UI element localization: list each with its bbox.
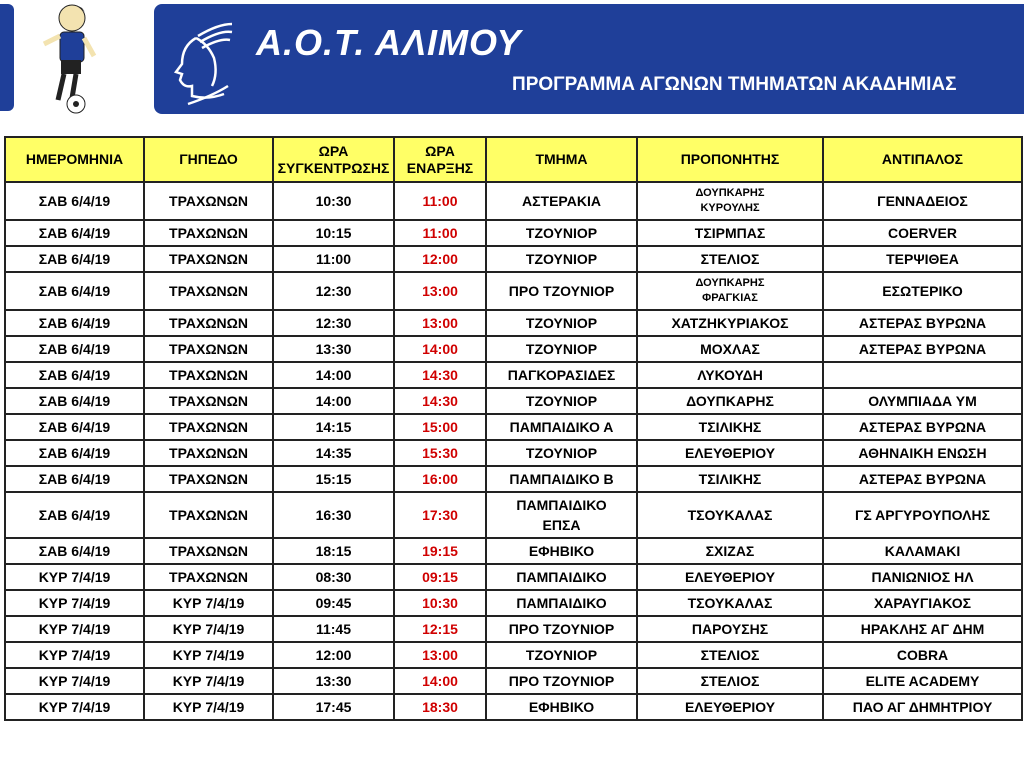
cell-start-time: 15:30 bbox=[394, 440, 486, 466]
cell-date: ΚΥΡ 7/4/19 bbox=[5, 564, 144, 590]
cell-venue: ΚΥΡ 7/4/19 bbox=[144, 694, 273, 720]
table-row bbox=[5, 492, 1022, 538]
table-row bbox=[5, 564, 1022, 590]
table-row bbox=[5, 414, 1022, 440]
cell-coach: ΔΟΥΠΚΑΡΗΣ ΦΡΑΓΚΙΑΣ bbox=[637, 272, 823, 310]
cell-gathering-time: 14:15 bbox=[273, 414, 394, 440]
cell-date: ΣΑΒ 6/4/19 bbox=[5, 440, 144, 466]
table-row bbox=[5, 246, 1022, 272]
cell-start-time: 14:00 bbox=[394, 668, 486, 694]
column-header-venue: ΓΗΠΕΔΟ bbox=[144, 137, 273, 182]
table-row bbox=[5, 616, 1022, 642]
cell-team: ΠΑΜΠΑΙΔΙΚΟ bbox=[486, 590, 637, 616]
cell-venue: ΚΥΡ 7/4/19 bbox=[144, 616, 273, 642]
cell-team: ΤΖΟΥΝΙΟΡ bbox=[486, 310, 637, 336]
cell-date: ΣΑΒ 6/4/19 bbox=[5, 388, 144, 414]
cell-venue: ΤΡΑΧΩΝΩΝ bbox=[144, 272, 273, 310]
cell-gathering-time: 11:00 bbox=[273, 246, 394, 272]
cell-gathering-time: 09:45 bbox=[273, 590, 394, 616]
cell-gathering-time: 17:45 bbox=[273, 694, 394, 720]
cell-gathering-time: 13:30 bbox=[273, 336, 394, 362]
cell-start-time: 12:15 bbox=[394, 616, 486, 642]
cell-opponent: ΚΑΛΑΜΑΚΙ bbox=[823, 538, 1022, 564]
cell-coach: ΣΤΕΛΙΟΣ bbox=[637, 642, 823, 668]
cell-venue: ΤΡΑΧΩΝΩΝ bbox=[144, 414, 273, 440]
cell-venue: ΤΡΑΧΩΝΩΝ bbox=[144, 466, 273, 492]
left-banner-strip bbox=[0, 4, 14, 111]
cell-start-time: 12:00 bbox=[394, 246, 486, 272]
cell-date: ΣΑΒ 6/4/19 bbox=[5, 466, 144, 492]
cell-date: ΚΥΡ 7/4/19 bbox=[5, 694, 144, 720]
club-title: Α.Ο.Τ. ΑΛΙΜΟΥ bbox=[256, 22, 522, 63]
cell-start-time: 14:30 bbox=[394, 388, 486, 414]
cell-start-time: 13:00 bbox=[394, 310, 486, 336]
cell-venue: ΤΡΑΧΩΝΩΝ bbox=[144, 362, 273, 388]
cell-team: ΠΑΜΠΑΙΔΙΚΟ Α bbox=[486, 414, 637, 440]
cell-coach: ΤΣΙΛΙΚΗΣ bbox=[637, 466, 823, 492]
cell-team: ΤΖΟΥΝΙΟΡ bbox=[486, 220, 637, 246]
cell-start-time: 13:00 bbox=[394, 642, 486, 668]
column-header-coach: ΠΡΟΠΟΝΗΤΗΣ bbox=[637, 137, 823, 182]
match-schedule-table bbox=[4, 136, 1023, 721]
cell-team: ΤΖΟΥΝΙΟΡ bbox=[486, 440, 637, 466]
cell-coach: ΤΣΙΛΙΚΗΣ bbox=[637, 414, 823, 440]
cell-gathering-time: 14:35 bbox=[273, 440, 394, 466]
cell-gathering-time: 12:00 bbox=[273, 642, 394, 668]
cell-team: ΠΑΜΠΑΙΔΙΚΟ ΕΠΣΑ bbox=[486, 492, 637, 538]
cell-venue: ΤΡΑΧΩΝΩΝ bbox=[144, 336, 273, 362]
cell-coach: ΤΣΙΡΜΠΑΣ bbox=[637, 220, 823, 246]
cell-opponent: ΧΑΡΑΥΓΙΑΚΟΣ bbox=[823, 590, 1022, 616]
cell-venue: ΤΡΑΧΩΝΩΝ bbox=[144, 564, 273, 590]
table-row bbox=[5, 336, 1022, 362]
table-row bbox=[5, 362, 1022, 388]
cell-gathering-time: 18:15 bbox=[273, 538, 394, 564]
cell-opponent: ΑΘΗΝΑΙΚΗ ΕΝΩΣΗ bbox=[823, 440, 1022, 466]
cell-venue: ΤΡΑΧΩΝΩΝ bbox=[144, 182, 273, 220]
cell-coach: ΛΥΚΟΥΔΗ bbox=[637, 362, 823, 388]
table-row bbox=[5, 272, 1022, 310]
cell-gathering-time: 14:00 bbox=[273, 388, 394, 414]
hermes-head-logo-icon bbox=[168, 16, 238, 108]
table-row bbox=[5, 182, 1022, 220]
cell-start-time: 19:15 bbox=[394, 538, 486, 564]
cell-date: ΚΥΡ 7/4/19 bbox=[5, 668, 144, 694]
cell-coach: ΤΣΟΥΚΑΛΑΣ bbox=[637, 492, 823, 538]
cell-gathering-time: 15:15 bbox=[273, 466, 394, 492]
cell-venue: ΤΡΑΧΩΝΩΝ bbox=[144, 310, 273, 336]
cell-opponent: ΑΣΤΕΡΑΣ ΒΥΡΩΝΑ bbox=[823, 414, 1022, 440]
cell-venue: ΤΡΑΧΩΝΩΝ bbox=[144, 440, 273, 466]
table-row bbox=[5, 538, 1022, 564]
cell-start-time: 18:30 bbox=[394, 694, 486, 720]
cell-team: ΤΖΟΥΝΙΟΡ bbox=[486, 388, 637, 414]
table-header-row bbox=[5, 137, 1022, 182]
column-header-date: ΗΜΕΡΟΜΗΝΙΑ bbox=[5, 137, 144, 182]
cell-venue: ΚΥΡ 7/4/19 bbox=[144, 642, 273, 668]
table-row bbox=[5, 220, 1022, 246]
table-row bbox=[5, 668, 1022, 694]
cell-date: ΣΑΒ 6/4/19 bbox=[5, 272, 144, 310]
cell-venue: ΤΡΑΧΩΝΩΝ bbox=[144, 220, 273, 246]
table-row bbox=[5, 694, 1022, 720]
cell-start-time: 17:30 bbox=[394, 492, 486, 538]
column-header-gathering-time: ΩΡΑ ΣΥΓΚΕΝΤΡΩΣΗΣ bbox=[273, 137, 394, 182]
column-header-team: ΤΜΗΜΑ bbox=[486, 137, 637, 182]
cell-coach: ΔΟΥΠΚΑΡΗΣ ΚΥΡΟΥΛΗΣ bbox=[637, 182, 823, 220]
cell-coach: ΕΛΕΥΘΕΡΙΟΥ bbox=[637, 564, 823, 590]
cell-coach: ΔΟΥΠΚΑΡΗΣ bbox=[637, 388, 823, 414]
cell-venue: ΚΥΡ 7/4/19 bbox=[144, 668, 273, 694]
cell-date: ΣΑΒ 6/4/19 bbox=[5, 220, 144, 246]
cell-date: ΚΥΡ 7/4/19 bbox=[5, 616, 144, 642]
cell-opponent: COERVER bbox=[823, 220, 1022, 246]
cell-start-time: 16:00 bbox=[394, 466, 486, 492]
cell-coach: ΜΟΧΛΑΣ bbox=[637, 336, 823, 362]
cell-date: ΣΑΒ 6/4/19 bbox=[5, 414, 144, 440]
cell-gathering-time: 13:30 bbox=[273, 668, 394, 694]
schedule-subtitle: ΠΡΟΓΡΑΜΜΑ ΑΓΩΝΩΝ ΤΜΗΜΑΤΩΝ ΑΚΑΔΗΜΙΑΣ bbox=[512, 74, 957, 95]
cell-coach: ΧΑΤΖΗΚΥΡΙΑΚΟΣ bbox=[637, 310, 823, 336]
cell-team: ΤΖΟΥΝΙΟΡ bbox=[486, 246, 637, 272]
cell-coach: ΕΛΕΥΘΕΡΙΟΥ bbox=[637, 694, 823, 720]
cell-opponent: ΓΣ ΑΡΓΥΡΟΥΠΟΛΗΣ bbox=[823, 492, 1022, 538]
cell-coach: ΤΣΟΥΚΑΛΑΣ bbox=[637, 590, 823, 616]
cell-date: ΚΥΡ 7/4/19 bbox=[5, 642, 144, 668]
cell-opponent: ΗΡΑΚΛΗΣ ΑΓ ΔΗΜ bbox=[823, 616, 1022, 642]
cell-opponent: ΤΕΡΨΙΘΕΑ bbox=[823, 246, 1022, 272]
cell-start-time: 11:00 bbox=[394, 220, 486, 246]
cell-team: ΤΖΟΥΝΙΟΡ bbox=[486, 336, 637, 362]
cell-venue: ΤΡΑΧΩΝΩΝ bbox=[144, 246, 273, 272]
mascot-player-image bbox=[34, 0, 104, 118]
cell-coach: ΕΛΕΥΘΕΡΙΟΥ bbox=[637, 440, 823, 466]
cell-opponent: COBRA bbox=[823, 642, 1022, 668]
cell-date: ΣΑΒ 6/4/19 bbox=[5, 336, 144, 362]
column-header-start-time: ΩΡΑ ΕΝΑΡΞΗΣ bbox=[394, 137, 486, 182]
cell-gathering-time: 11:45 bbox=[273, 616, 394, 642]
cell-opponent bbox=[823, 362, 1022, 388]
cell-venue: ΤΡΑΧΩΝΩΝ bbox=[144, 492, 273, 538]
cell-team: ΠΑΓΚΟΡΑΣΙΔΕΣ bbox=[486, 362, 637, 388]
table-row bbox=[5, 310, 1022, 336]
cell-venue: ΚΥΡ 7/4/19 bbox=[144, 590, 273, 616]
cell-opponent: ΟΛΥΜΠΙΑΔΑ ΥΜ bbox=[823, 388, 1022, 414]
cell-opponent: ΑΣΤΕΡΑΣ ΒΥΡΩΝΑ bbox=[823, 336, 1022, 362]
cell-gathering-time: 12:30 bbox=[273, 310, 394, 336]
cell-team: ΕΦΗΒΙΚΟ bbox=[486, 694, 637, 720]
cell-gathering-time: 12:30 bbox=[273, 272, 394, 310]
cell-team: ΠΑΜΠΑΙΔΙΚΟ Β bbox=[486, 466, 637, 492]
cell-start-time: 09:15 bbox=[394, 564, 486, 590]
cell-team: ΠΑΜΠΑΙΔΙΚΟ bbox=[486, 564, 637, 590]
cell-date: ΣΑΒ 6/4/19 bbox=[5, 182, 144, 220]
cell-start-time: 14:30 bbox=[394, 362, 486, 388]
cell-opponent: ΠΑΟ ΑΓ ΔΗΜΗΤΡΙΟΥ bbox=[823, 694, 1022, 720]
cell-gathering-time: 10:15 bbox=[273, 220, 394, 246]
cell-opponent: ΑΣΤΕΡΑΣ ΒΥΡΩΝΑ bbox=[823, 466, 1022, 492]
cell-team: ΠΡΟ ΤΖΟΥΝΙΟΡ bbox=[486, 272, 637, 310]
cell-date: ΣΑΒ 6/4/19 bbox=[5, 492, 144, 538]
cell-venue: ΤΡΑΧΩΝΩΝ bbox=[144, 388, 273, 414]
cell-opponent: ΓΕΝΝΑΔΕΙΟΣ bbox=[823, 182, 1022, 220]
table-row bbox=[5, 466, 1022, 492]
cell-opponent: ΑΣΤΕΡΑΣ ΒΥΡΩΝΑ bbox=[823, 310, 1022, 336]
cell-start-time: 15:00 bbox=[394, 414, 486, 440]
cell-gathering-time: 16:30 bbox=[273, 492, 394, 538]
cell-team: ΠΡΟ ΤΖΟΥΝΙΟΡ bbox=[486, 616, 637, 642]
cell-coach: ΠΑΡΟΥΣΗΣ bbox=[637, 616, 823, 642]
table-row bbox=[5, 440, 1022, 466]
cell-gathering-time: 14:00 bbox=[273, 362, 394, 388]
table-row bbox=[5, 388, 1022, 414]
cell-start-time: 11:00 bbox=[394, 182, 486, 220]
cell-opponent: ΠΑΝΙΩΝΙΟΣ ΗΛ bbox=[823, 564, 1022, 590]
cell-coach: ΣΤΕΛΙΟΣ bbox=[637, 246, 823, 272]
cell-opponent: ΕΣΩΤΕΡΙΚΟ bbox=[823, 272, 1022, 310]
cell-team: ΠΡΟ ΤΖΟΥΝΙΟΡ bbox=[486, 668, 637, 694]
cell-date: ΚΥΡ 7/4/19 bbox=[5, 590, 144, 616]
cell-team: ΑΣΤΕΡΑΚΙΑ bbox=[486, 182, 637, 220]
table-row bbox=[5, 642, 1022, 668]
column-header-opponent: ΑΝΤΙΠΑΛΟΣ bbox=[823, 137, 1022, 182]
cell-venue: ΤΡΑΧΩΝΩΝ bbox=[144, 538, 273, 564]
cell-coach: ΣΤΕΛΙΟΣ bbox=[637, 668, 823, 694]
cell-start-time: 10:30 bbox=[394, 590, 486, 616]
cell-date: ΣΑΒ 6/4/19 bbox=[5, 310, 144, 336]
table-row bbox=[5, 590, 1022, 616]
cell-date: ΣΑΒ 6/4/19 bbox=[5, 362, 144, 388]
cell-start-time: 13:00 bbox=[394, 272, 486, 310]
cell-date: ΣΑΒ 6/4/19 bbox=[5, 246, 144, 272]
cell-team: ΤΖΟΥΝΙΟΡ bbox=[486, 642, 637, 668]
header-banner bbox=[154, 4, 1024, 114]
cell-gathering-time: 08:30 bbox=[273, 564, 394, 590]
cell-date: ΣΑΒ 6/4/19 bbox=[5, 538, 144, 564]
cell-opponent: ELITE ACADEMY bbox=[823, 668, 1022, 694]
cell-coach: ΣΧΙΖΑΣ bbox=[637, 538, 823, 564]
cell-gathering-time: 10:30 bbox=[273, 182, 394, 220]
cell-start-time: 14:00 bbox=[394, 336, 486, 362]
cell-team: ΕΦΗΒΙΚΟ bbox=[486, 538, 637, 564]
